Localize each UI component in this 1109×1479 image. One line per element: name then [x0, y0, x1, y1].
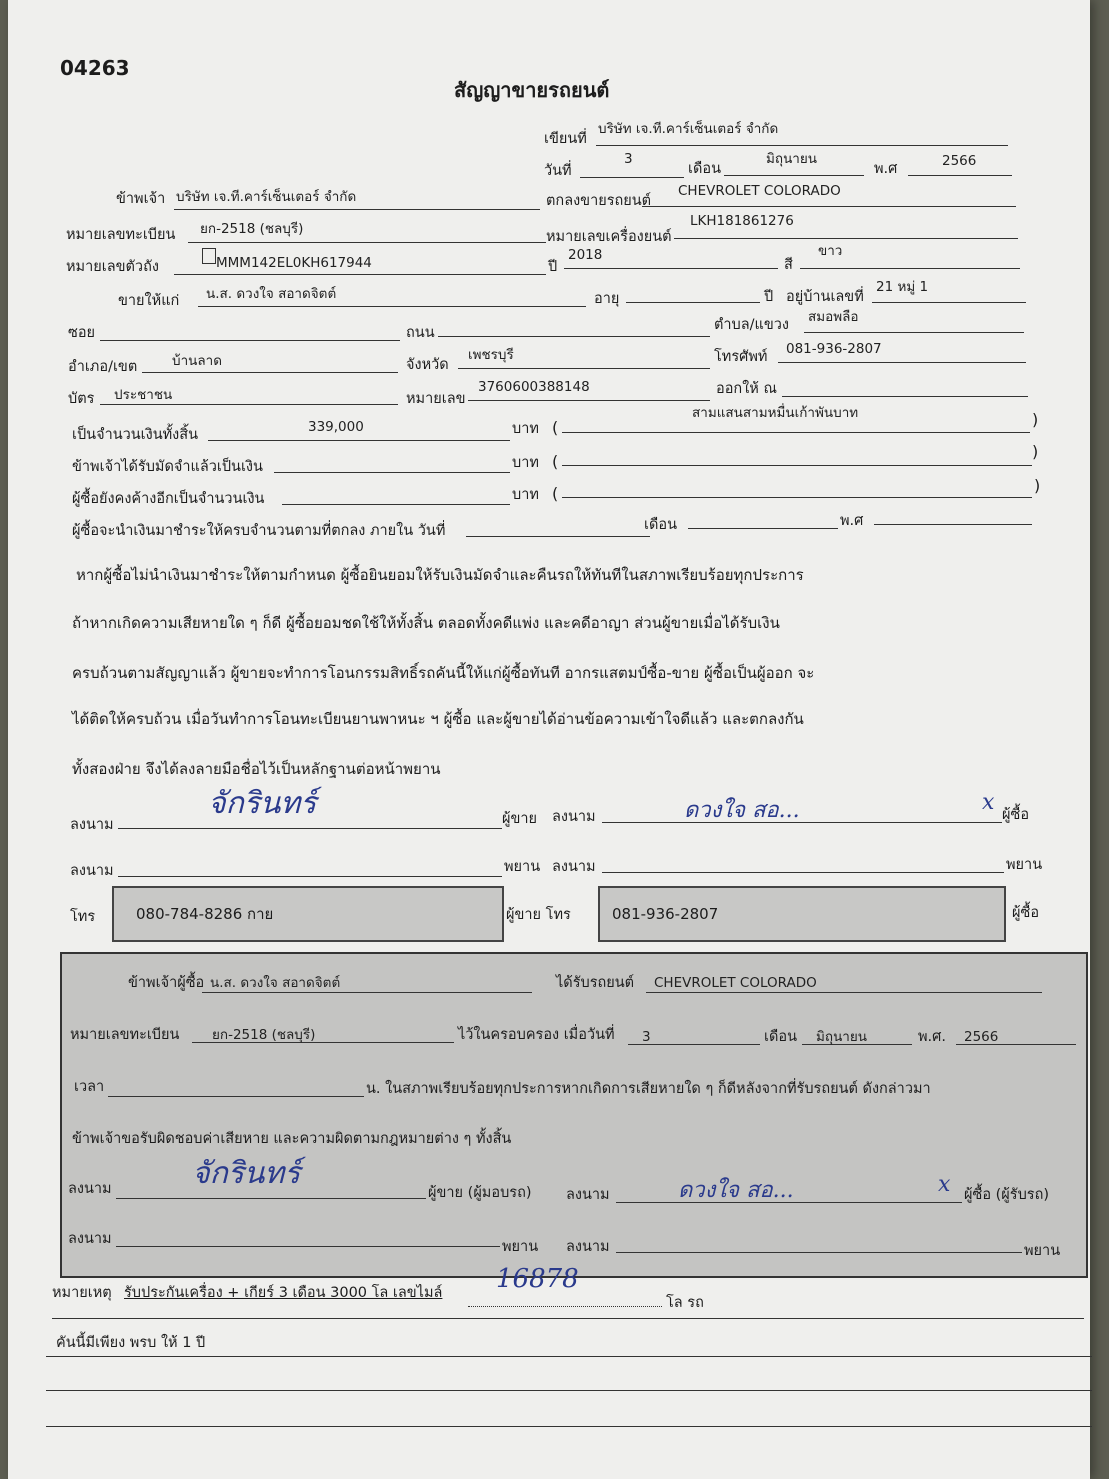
road-label: ถนน	[406, 325, 435, 341]
total-amount-label: เป็นจำนวนเงินทั้งสิ้น	[72, 427, 199, 443]
checkbox-mark	[202, 248, 216, 264]
phone-label: โทรศัพท์	[714, 349, 768, 365]
buyer-mark: x	[982, 790, 995, 815]
receipt-seller-sign-line	[116, 1198, 426, 1199]
color-label: สี	[784, 257, 793, 273]
possession-year-value: 2566	[964, 1029, 999, 1045]
day-value: 3	[624, 151, 633, 167]
note-label: หมายเหตุ	[52, 1285, 112, 1301]
possession-month-value: มิถุนายน	[816, 1029, 868, 1045]
deposit-line	[274, 472, 510, 473]
paren-close-3: )	[1034, 476, 1041, 495]
document-number: 04263	[60, 56, 130, 80]
seller-line	[174, 209, 540, 210]
paren-open-1: (	[552, 418, 559, 437]
pay-by-label: ผู้ซื้อจะนำเงินมาชำระให้ครบจำนวนตามที่ตกลง ภายใน วันที่	[72, 523, 446, 539]
receipt-buyer-role-label: ผู้ซื้อ (ผู้รับรถ)	[964, 1187, 1050, 1203]
month-value: มิถุนายน	[766, 151, 818, 167]
remaining-words-line	[562, 497, 1032, 498]
note-text: รับประกันเครื่อง + เกียร์ 3 เดือน 3000 โล เลขไมล์	[124, 1285, 443, 1301]
seller-phone-label: ผู้ขาย โทร	[506, 907, 571, 923]
sign-label-witness-2: ลงนาม	[552, 859, 596, 875]
written-at-label: เขียนที่	[544, 131, 587, 147]
receipt-witness-1-label: พยาน	[502, 1239, 539, 1255]
chassis-no-label: หมายเลขตัวถัง	[66, 259, 159, 275]
id-card-label: บัตร	[68, 391, 95, 407]
age-label: อายุ	[594, 291, 620, 307]
registration-line	[188, 242, 546, 243]
month-line	[724, 175, 864, 176]
witness-1-line	[118, 876, 502, 877]
received-car-value: CHEVROLET COLORADO	[654, 975, 817, 991]
engine-no-line	[674, 238, 1018, 239]
terms-line-2: ถ้าหากเกิดความเสียหายใด ๆ ก็ดี ผู้ซื้อยอมชดใช้ให้ทั้งสิ้น ตลอดทั้งคดีแพ่ง และคดีอาญา ส่วนผู้ขายเมื่อได้รับเงิน	[72, 614, 780, 632]
buyer-phone-box	[598, 886, 1006, 942]
registration-label: หมายเลขทะเบียน	[66, 227, 176, 243]
buyer-phone-value: 081-936-2807	[612, 905, 719, 923]
remaining-baht-label: บาท	[512, 487, 539, 503]
receipt-sign-label-seller: ลงนาม	[68, 1181, 112, 1197]
receipt-seller-signature: จักรินทร์	[192, 1156, 301, 1191]
terms-line-3: ครบถ้วนตามสัญญาแล้ว ผู้ขายจะทำการโอนกรรมสิทธิ์รถคันนี้ให้แก่ผู้ซื้อทันที อากรแสตมป์ซื้อ-ขาย ผู้ซื้อเป็นผู้ออก จะ	[72, 664, 815, 682]
id-card-type: ประชาชน	[114, 387, 173, 403]
phone-value: 081-936-2807	[786, 341, 882, 357]
total-baht-label: บาท	[512, 421, 539, 437]
buyer-sign-line	[602, 822, 1002, 823]
model-year-label: ปี	[548, 259, 558, 275]
agree-sell-line	[642, 206, 1016, 207]
subdistrict-label: ตำบล/แขวง	[714, 317, 790, 333]
receipt-buyer-signature: ดวงใจ สอ...	[678, 1178, 794, 1203]
district-label: อำเภอ/เขต	[68, 359, 138, 375]
seller-signature: จักรินทร์	[208, 786, 317, 821]
mileage-value: 16878	[496, 1264, 579, 1294]
engine-no-label: หมายเลขเครื่องยนต์	[546, 229, 672, 245]
receipt-buyer-mark: x	[938, 1172, 951, 1197]
issued-at-line	[782, 396, 1028, 397]
color-line	[800, 268, 1020, 269]
year-value: 2566	[942, 153, 977, 169]
id-number-line	[468, 400, 710, 401]
deposit-label: ข้าพเจ้าได้รับมัดจำแล้วเป็นเงิน	[72, 459, 263, 475]
province-line	[458, 368, 710, 369]
paren-close-2: )	[1032, 442, 1039, 461]
house-no-line	[872, 302, 1026, 303]
time-suffix-text: น. ในสภาพเรียบร้อยทุกประการหากเกิดการเสียหายใด ๆ ก็ดีหลังจากที่รับรถยนต์ ดังกล่าวมา	[366, 1081, 931, 1097]
seller-value: บริษัท เจ.ที.คาร์เซ็นเตอร์ จำกัด	[176, 189, 357, 205]
model-year-value: 2018	[568, 247, 603, 263]
soi-line	[100, 340, 400, 341]
pay-by-year-label: พ.ศ	[840, 513, 864, 529]
written-at-line	[596, 145, 1008, 146]
seller-phone-value: 080-784-8286 กาย	[136, 905, 274, 923]
sign-label-seller: ลงนาม	[70, 817, 114, 833]
terms-line-4: ได้ติดให้ครบถ้วน เมื่อวันทำการโอนทะเบียนยานพาหนะ ฯ ผู้ซื้อ และผู้ขายได้อ่านข้อความเข้าใจดีแล้ว และตกลงกัน	[72, 710, 804, 728]
pay-by-year-line	[874, 524, 1032, 525]
total-words-line	[562, 432, 1030, 433]
contract-paper	[8, 0, 1090, 1479]
registration-value: ยก-2518 (ชลบุรี)	[200, 221, 304, 237]
id-number-label: หมายเลข	[406, 391, 466, 407]
seller-sign-line	[118, 828, 502, 829]
remaining-label: ผู้ซื้อยังคงค้างอีกเป็นจำนวนเงิน	[72, 491, 265, 507]
terms-line-1: หากผู้ซื้อไม่นำเงินมาชำระให้ตามกำหนด ผู้ซื้อยินยอมให้รับเงินมัดจำและคืนรถให้ทันทีในสภาพเรียบร้อยทุกประการ	[76, 566, 804, 584]
witness-1-label: พยาน	[504, 859, 541, 875]
buyer-phone-label: ผู้ซื้อ	[1012, 905, 1040, 921]
possession-day-value: 3	[642, 1029, 651, 1045]
buyer-label: ขายให้แก่	[118, 293, 180, 309]
province-value: เพชรบุรี	[468, 347, 514, 363]
note-suffix: โล รถ	[666, 1295, 704, 1311]
sign-label-buyer: ลงนาม	[552, 809, 596, 825]
deposit-words-line	[562, 465, 1032, 466]
year-line	[908, 175, 1012, 176]
phone-row-label: โทร	[70, 909, 96, 925]
chassis-no-line	[174, 274, 546, 275]
receipt-sign-label-witness-1: ลงนาม	[68, 1231, 112, 1247]
vehicle-receipt-section	[60, 952, 1088, 1278]
receipt-buyer-line	[202, 992, 532, 993]
receipt-witness-2-line	[616, 1252, 1022, 1253]
seller-role-label: ผู้ขาย	[502, 811, 538, 827]
note-line-1	[52, 1318, 1084, 1319]
receipt-reg-label: หมายเลขทะเบียน	[70, 1027, 180, 1043]
document-title: สัญญาขายรถยนต์	[454, 78, 610, 102]
soi-label: ซอย	[68, 325, 96, 341]
witness-2-line	[602, 872, 1004, 873]
car-model-value: CHEVROLET COLORADO	[678, 183, 841, 199]
paren-open-2: (	[552, 452, 559, 471]
subdistrict-line	[804, 332, 1024, 333]
pay-by-month-line	[688, 528, 838, 529]
note-line-2	[46, 1356, 1092, 1357]
total-amount-line	[208, 440, 510, 441]
district-value: บ้านลาด	[172, 353, 222, 369]
chassis-no-value: MMM142EL0KH617944	[216, 255, 372, 271]
sign-label-witness-1: ลงนาม	[70, 863, 114, 879]
buyer-line	[198, 306, 586, 307]
buyer-role-label: ผู้ซื้อ	[1002, 807, 1030, 823]
time-line	[108, 1096, 364, 1097]
buyer-value: น.ส. ดวงใจ สอาดจิตต์	[206, 286, 337, 302]
road-line	[438, 336, 710, 337]
receipt-buyer-label: ข้าพเจ้าผู้ซื้อ	[128, 975, 205, 991]
receipt-reg-value: ยก-2518 (ชลบุรี)	[212, 1027, 316, 1043]
engine-no-value: LKH181861276	[690, 213, 794, 229]
note-line-3	[46, 1390, 1092, 1391]
age-line	[626, 302, 760, 303]
month-label: เดือน	[688, 161, 721, 177]
model-year-line	[564, 268, 778, 269]
terms-line-5: ทั้งสองฝ่าย จึงได้ลงลายมือชื่อไว้เป็นหลักฐานต่อหน้าพยาน	[72, 760, 441, 778]
issued-at-label: ออกให้ ณ	[716, 381, 777, 397]
mileage-line	[468, 1306, 662, 1307]
receipt-witness-1-line	[116, 1246, 500, 1247]
seller-label: ข้าพเจ้า	[116, 191, 166, 207]
written-at-value: บริษัท เจ.ที.คาร์เซ็นเตอร์ จำกัด	[598, 121, 779, 137]
receipt-sign-label-buyer: ลงนาม	[566, 1187, 610, 1203]
receipt-witness-2-label: พยาน	[1024, 1243, 1061, 1259]
district-line	[142, 372, 398, 373]
total-amount-value: 339,000	[308, 419, 364, 435]
receipt-buyer-value: น.ส. ดวงใจ สอาดจิตต์	[210, 975, 341, 991]
remaining-line	[282, 504, 510, 505]
receipt-seller-role-label: ผู้ขาย (ผู้มอบรถ)	[428, 1185, 532, 1201]
phone-line	[778, 362, 1026, 363]
time-label: เวลา	[74, 1079, 105, 1095]
agree-sell-label: ตกลงขายรถยนต์	[546, 193, 652, 209]
receipt-sign-label-witness-2: ลงนาม	[566, 1239, 610, 1255]
house-no-value: 21 หมู่ 1	[876, 279, 929, 295]
liability-text: ข้าพเจ้าขอรับผิดชอบค่าเสียหาย และความผิดตามกฎหมายต่าง ๆ ทั้งสิ้น	[72, 1131, 512, 1147]
deposit-baht-label: บาท	[512, 455, 539, 471]
id-card-line	[100, 404, 398, 405]
possession-month-label: เดือน	[764, 1029, 797, 1045]
year-label: พ.ศ	[874, 161, 898, 177]
pay-by-month-label: เดือน	[644, 517, 677, 533]
paren-open-3: (	[552, 484, 559, 503]
note-line-2-text: คันนี้มีเพียง พรบ ให้ 1 ปี	[56, 1335, 206, 1351]
color-value: ขาว	[818, 243, 843, 259]
buyer-signature: ดวงใจ สอ...	[684, 798, 800, 823]
possession-label: ไว้ในครอบครอง เมื่อวันที่	[458, 1027, 615, 1043]
age-unit-label: ปี	[764, 289, 774, 305]
pay-by-day-line	[466, 536, 650, 537]
house-no-label: อยู่บ้านเลขที่	[786, 289, 864, 305]
witness-2-label: พยาน	[1006, 857, 1043, 873]
note-line-4	[46, 1426, 1092, 1427]
day-label: วันที่	[544, 163, 572, 179]
possession-year-label: พ.ศ.	[918, 1029, 946, 1045]
day-line	[580, 177, 684, 178]
province-label: จังหวัด	[406, 357, 449, 373]
id-number-value: 3760600388148	[478, 379, 590, 395]
subdistrict-value: สมอพลือ	[808, 309, 859, 325]
paren-close-1: )	[1032, 410, 1039, 429]
seller-phone-box	[112, 886, 504, 942]
received-car-label: ได้รับรถยนต์	[556, 975, 635, 991]
total-words-value: สามแสนสามหมื่นเก้าพันบาท	[692, 405, 859, 421]
received-car-line	[646, 992, 1042, 993]
